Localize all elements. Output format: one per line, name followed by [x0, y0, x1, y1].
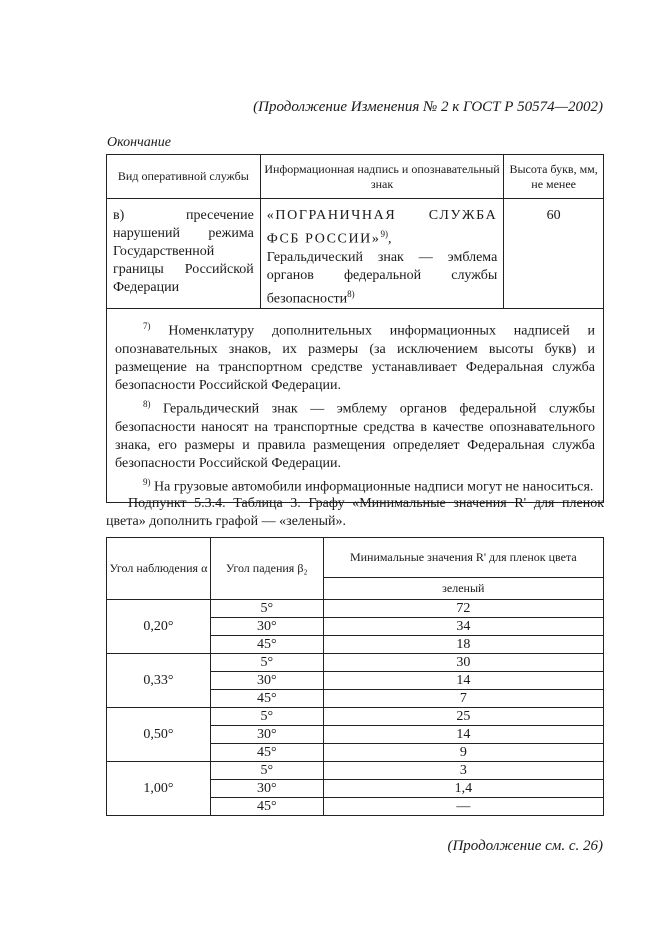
header-letter-height: Высота букв, мм, не менее — [504, 155, 604, 199]
heraldic-sign-text — [267, 249, 497, 309]
amendment-paragraph: Подпункт 5.3.4. Таблица 3. Графу «Минимальные значения R' для пленок цвета» дополнить графой — «зеленый». — [106, 496, 604, 529]
cell-service-type — [107, 199, 261, 309]
incidence-angle-cell: 30° — [210, 780, 323, 798]
inscription-footnote-ref: 9) — [380, 229, 388, 239]
cell-inscription — [260, 199, 503, 309]
footnote-8-number: 8) — [143, 398, 151, 409]
green-value-cell: 34 — [323, 618, 603, 636]
header-observation-angle: Угол наблюдения α — [107, 538, 211, 600]
observation-angle-cell: 0,20° — [107, 600, 211, 654]
incidence-angle-cell: 5° — [210, 600, 323, 618]
footnote-8 — [115, 395, 595, 473]
footnote-9-text: На грузовые автомобили информационные надписи могут не наноситься. — [154, 479, 594, 495]
incidence-angle-cell: 45° — [210, 798, 323, 816]
inscriptions-table — [106, 154, 604, 503]
inscription-main: «ПОГРАНИЧНАЯ СЛУЖБА ФСБ РОССИИ» — [266, 208, 498, 247]
green-value-cell: 1,4 — [323, 780, 603, 798]
heraldic-sign-main: Геральдический знак — эмблема органов федеральной службы безопасности — [266, 249, 498, 307]
header-incidence-angle: Угол падения β₂ — [210, 538, 323, 600]
green-value-cell: — — [323, 798, 603, 816]
incidence-angle-cell: 5° — [210, 762, 323, 780]
footnote-9 — [115, 473, 595, 497]
green-value-cell: 25 — [323, 708, 603, 726]
table-row — [107, 708, 604, 726]
footnote-7-number: 7) — [143, 321, 151, 332]
footnote-7 — [115, 317, 595, 395]
cell-letter-height: 60 — [504, 199, 604, 309]
header-min-values: Минимальные значения R' для пленок цвета — [323, 538, 603, 578]
header-service-type: Вид оперативной службы — [107, 155, 261, 199]
incidence-angle-cell: 5° — [210, 654, 323, 672]
heraldic-sign-footnote-ref: 8) — [347, 288, 355, 299]
table-continuation-label: Окончание — [107, 135, 171, 150]
incidence-angle-cell: 30° — [210, 672, 323, 690]
reflection-values-table — [106, 537, 604, 816]
footnotes-cell — [107, 309, 604, 503]
green-value-cell: 7 — [323, 690, 603, 708]
continuation-footer: (Продолжение см. с. 26) — [447, 838, 603, 854]
table-row — [107, 654, 604, 672]
incidence-angle-cell: 30° — [210, 726, 323, 744]
incidence-angle-cell: 45° — [210, 744, 323, 762]
table-row — [107, 600, 604, 618]
green-value-cell: 30 — [323, 654, 603, 672]
observation-angle-cell: 0,33° — [107, 654, 211, 708]
header-color-green: зеленый — [323, 578, 603, 600]
table-row — [107, 762, 604, 780]
green-value-cell: 14 — [323, 726, 603, 744]
running-header: (Продолжение Изменения № 2 к ГОСТ Р 50574—2002) — [253, 99, 603, 115]
incidence-angle-cell: 5° — [210, 708, 323, 726]
incidence-angle-cell: 45° — [210, 690, 323, 708]
footnote-8-text: Геральдический знак — эмблему органов федеральной службы безопасности наносят на транспортные средства в качестве опознавательного знака, его размеры и правила размещения определяет Федеральная служба безопасности Российской Федерации. — [115, 401, 595, 471]
green-value-cell: 72 — [323, 600, 603, 618]
incidence-angle-cell: 45° — [210, 636, 323, 654]
inscription-comma: , — [387, 231, 392, 247]
inscription-text — [267, 207, 497, 249]
incidence-angle-cell: 30° — [210, 618, 323, 636]
green-value-cell: 18 — [323, 636, 603, 654]
green-value-cell: 9 — [323, 744, 603, 762]
green-value-cell: 3 — [323, 762, 603, 780]
footnote-9-number: 9) — [143, 476, 151, 487]
observation-angle-cell: 0,50° — [107, 708, 211, 762]
observation-angle-cell: 1,00° — [107, 762, 211, 816]
green-value-cell: 14 — [323, 672, 603, 690]
footnote-7-text: Номенклатуру дополнительных информационных надписей и опознавательных знаков, их размеры (за исключением высоты букв) и размещение на транспортном средстве устанавливает Федеральная служба безопасности Российской Федерации. — [115, 323, 595, 393]
header-inscription: Информационная надпись и опознавательный знак — [260, 155, 503, 199]
service-text: в) пресечение нарушений режима Государственной границы Российской Федерации — [113, 208, 254, 295]
